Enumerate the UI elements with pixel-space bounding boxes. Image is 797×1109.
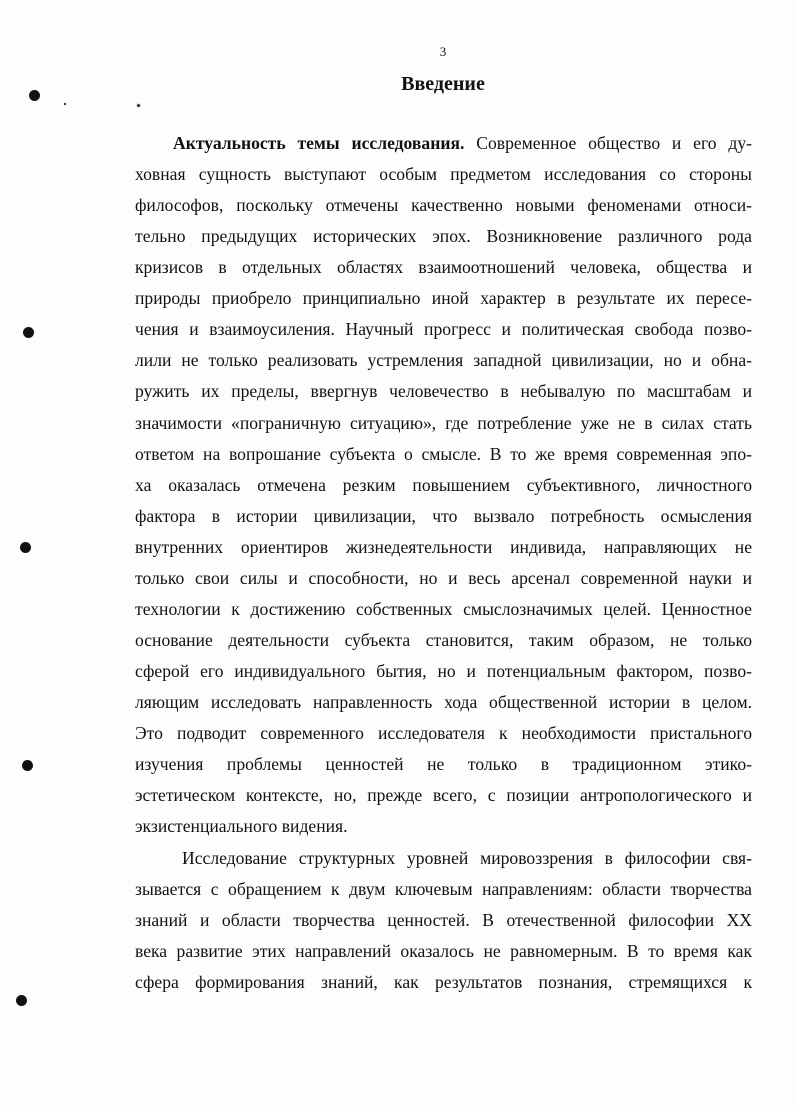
text-line: внутренних ориентиров жизнедеятельности индивида, направляющих не [135,537,752,557]
text-line: века развитие этих направлений оказалось не равномерным. В то время как [135,941,752,961]
text-line: изучения проблемы ценностей не только в традиционном этико- [135,754,752,774]
text-line [173,133,752,154]
section-lead: Актуальность темы исследования. [173,133,465,153]
text-line: ховная сущность выступают особым предметом исследования со стороны [135,164,752,184]
text-line: Исследование структурных уровней мировоззрения в философии свя- [182,848,752,868]
text-line: ответом на вопрошание субъекта о смысле. В то же время современная эпо- [135,444,752,464]
text-line: экзистенциального видения. [135,816,348,836]
text-line: кризисов в отдельных областях взаимоотношений человека, общества и [135,257,752,277]
page-heading: Введение [401,73,485,95]
text-line: только свои силы и способности, но и весь арсенал современной науки и [135,568,752,588]
punch-hole-5 [16,995,27,1006]
text-line: сферой его индивидуального бытия, но и потенциальным фактором, позво- [135,661,752,681]
text-line: зывается с обращением к двум ключевым направлениям: области творчества [135,879,752,899]
text-line: философов, поскольку отмечены качественно новыми феноменами относи- [135,195,752,215]
punch-hole-3 [20,542,31,553]
text-line: фактора в истории цивилизации, что вызвало потребность осмысления [135,506,752,526]
text-line: Это подводит современного исследователя к необходимости пристального [135,723,752,743]
text-line: ха оказалась отмечена резким повышением субъективного, личностного [135,475,752,495]
text-line: значимости «пограничную ситуацию», где потребление уже не в силах стать [135,413,752,433]
text-line: эстетическом контексте, но, прежде всего, с позиции антропологического и [135,785,752,805]
text-line: сфера формирования знаний, как результатов познания, стремящихся к [135,972,752,992]
text-line: тельно предыдущих исторических эпох. Возникновение различного рода [135,226,752,246]
text-line: ляющим исследовать направленность хода общественной истории в целом. [135,692,752,712]
page-number: 3 [439,44,447,59]
text-line: чения и взаимоусиления. Научный прогресс и политическая свобода позво- [135,319,752,339]
text-line: знаний и области творчества ценностей. В отечественной философии XX [135,910,752,930]
punch-hole-4 [22,760,33,771]
text-line: основание деятельности субъекта становится, таким образом, не только [135,630,752,650]
scan-speck [136,103,140,107]
text-line: лили не только реализовать устремления западной цивилизации, но и обна- [135,350,752,370]
text-line: технологии к достижению собственных смыслозначимых целей. Ценностное [135,599,752,619]
text-line: ружить их пределы, ввергнув человечество в небывалую по масштабам и [135,381,752,401]
punch-hole-2 [23,327,34,338]
text-line: природы приобрело принципиально иной характер в результате их пересе- [135,288,752,308]
text-run: Современное общество и его ду- [464,133,752,153]
scan-speck [64,103,66,105]
